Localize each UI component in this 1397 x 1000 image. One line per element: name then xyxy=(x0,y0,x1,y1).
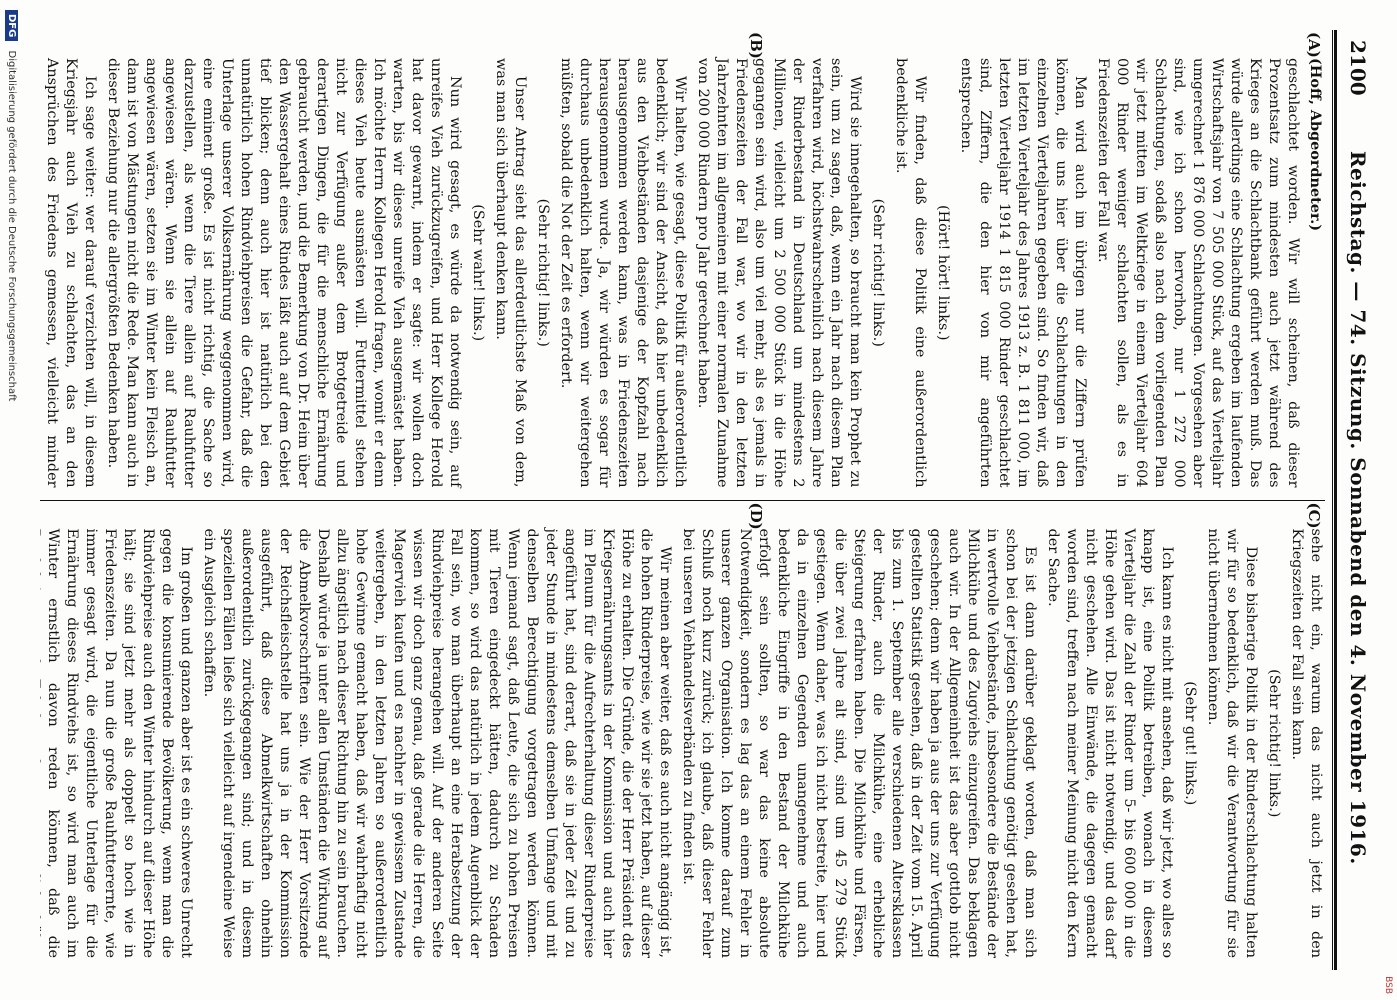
paragraph: Diese bisherige Politik in der Rinderschlachtung halten wir für so bedenklich, daß wir die Verantwortung für sie nicht übernehmen können. xyxy=(1205,528,1259,958)
header-rule-thin xyxy=(1332,30,1333,970)
speaker-label: (Hoff, Abgeordneter.) xyxy=(1307,58,1324,232)
column-left xyxy=(40,30,1325,500)
paragraph: Man wird auch im übrigen nur die Ziffern prüfen können, die uns hier über die Schlachtungen in den einzelnen Vierteljahren gegeben sind. So finden wir, daß im letzten Vierteljahr des Jahres 1913 z. B. 1 811 000, im letzten Vierteljahr 1914 1 815 000 Rinder geschlachtet sind, Ziffern, die den hier von mir angeführten entsprechen. xyxy=(958,58,1088,488)
interjection: (Sehr gut! links.) xyxy=(1182,681,1198,806)
paragraph: sehe nicht ein, warum das nicht auch jetzt in den Kriegszeiten der Fall sein kann. xyxy=(1289,528,1324,958)
paragraph: Ich kann es nicht mit ansehen, daß wir jetzt, wo alles so knapp ist, eine Politik betreiben, wonach in diesem Vierteljahr die Zahl der Rinder um 5- bis 600 000 in die Höhe gehen wird. Das ist nicht notwendig, und das darf nicht geschehen. Alle Einwände, die dagegen gemacht worden sind, treffen nach meiner Meinung nicht den Kern der Sache. xyxy=(1045,528,1175,958)
digitization-credit xyxy=(6,10,17,401)
page-title: Reichstag. — 74. Sitzung. Sonnabend den 4. November 1916. xyxy=(1346,150,1370,865)
paragraph: Nun wird gesagt, es würde da notwendig sein, auf unreifes Vieh zurückzugreifen, und Herr Kollege Herold hat davor gewarnt, indem er sagte: wir wollen doch warten, bis wir dieses unreife Vieh ausgemästet haben. Ich möchte Herrn Kollegen Herold fragen, womit er denn dieses Vieh heute ausmästen will. Futtermittel stehen nicht zur Verfügung außer dem Brotgetreide und derartigen Dingen, die für die menschliche Ernährung gebraucht werden, und die Bemerkung von Dr. Heim über den Wassergehalt eines Rindes läßt auch auf dem Gebiet tief blicken; denn auch hier ist natürlich bei den unnatürlich hohen Rindviehpreisen die Gefahr, daß die Unterlage unserer Volksernährung weggenommen wird, eine eminent große. Es ist nicht richtig, die Sache so darzustellen, als wenn die Tiere allein auf Rauhfutter angewiesen wären. Wenn sie allein auf Rauhfutter angewiesen wären, setzen sie im Winter kein Fleisch an, dann ist von Mästungen nicht die Rede. Man kann auch in dieser Beziehung nur die allergrößten Bedenken haben. xyxy=(105,58,463,488)
paragraph: Unser Antrag sieht das allerdeutlichste Maß von dem, was man sich überhaupt denken kann. xyxy=(493,58,528,488)
credit-text: Digitalisierung gefördert durch die Deutsche Forschungsgemeinschaft xyxy=(6,50,17,402)
interjection: (Sehr richtig! links.) xyxy=(535,198,551,347)
library-stamp: BSB xyxy=(1383,976,1393,994)
paragraph: Wird sie innegehalten, so braucht man kein Prophet zu sein, um zu sagen, daß, wenn ein Jahr nach diesem Plan verfahren wird, höchstwahrscheinlich nach diesem Jahre der Rinderbestand in Deutschland um mindestens 2 Millionen, vielleicht um 2 500 000 Stück in die Höhe gegangen sein wird, also um viel mehr, als es jemals in Friedenszeiten der Fall war, wo wir in den letzten Jahrzehnten im allgemeinen mit einer normalen Zunahme von 200 000 Rindern pro Jahr gerechnet haben. xyxy=(695,58,863,488)
interjection: (Hört! hört! links.) xyxy=(935,204,951,341)
paragraph: geschlachtet worden. Wir will scheinen, daß dieser Prozentsatz zum mindesten auch jetzt während des Krieges an die Schlachtbank geführt werden muß. Das würde allerdings eine Schlachtung ergeben im laufenden Wirtschaftsjahr von 7 505 000 Stück, auf das Vierteljahr umgerechnet 1 876 000 Schlachtungen. Vorgesehen aber sind, wie ich schon hervorhob, nur 1 272 000 Schlachtungen, sodaß also nach dem vorliegenden Plan wir jetzt mitten im Weltkriege in einem Vierteljahr 604 000 Rinder weniger schlachten sollen, als es in Friedenszeiten der Fall war. xyxy=(1095,58,1301,488)
text-columns xyxy=(40,30,1325,970)
paragraph: Wir meinen aber weiter, daß es auch nicht angängig ist, die hohen Rinderpreise, wie wir sie jetzt haben, auf dieser Höhe zu erhalten. Die Gründe, die der Herr Präsident des Kriegsernährungsamts in der Kommission und auch hier im Plenum für die Aufrechterhaltung dieser Rinderpreise angeführt hat, sind derart, daß sie in jeder Zeit und zu jeder Stunde in mindestens demselben Umfange und mit denselben Berechtigung vorgetragen werden können. Wenn jemand sagt, daß Leute, die sich zu hohen Preisen mit Tieren eingedeckt hätten, dadurch zu Schaden kommen, so wird das natürlich in jedem Augenblick der Fall sein, wo man überhaupt an eine Herabsetzung der Rindviehpreise herangehen will. Auf der anderen Seite wissen wir doch ganz genau, daß gerade die Herren, die Magervieh kaufen und es nachher in gewissem Zustande weitergeben, in den letzten Jahren so außerordentlich hohe Gewinne gemacht haben, daß wir wahrhaftig nicht allzu ängstlich nach dieser Richtung hin zu sein brauchen. Deshalb würde ja unter allen Umständen die Wirkung auf die Abmelkvorschriften sein. Wie der Herr Vorsitzende der Reichsfleischstelle hat uns ja in der Kommission ausgeführt, daß diese Abmelkwirtschaften ohnehin außerordentlich zurückgegangen sind; und in diesem speziellen Fällen ließe sich vielleicht auf irgendeine Weise ein Ausgleich schaffen. xyxy=(201,528,673,958)
header-rule xyxy=(1334,30,1337,970)
paragraph: Es ist dann darüber geklagt worden, daß man sich schon bei der jetzigen Schlachtung genötigt gesehen hat, in wertvolle Viehbestände, insbesondere die Bestände der Milchkühe und des Zugviehs einzugreifen. Das beklagen auch wir. In der Allgemeinheit ist das aber gottlob nicht geschehen; denn wir haben ja aus der uns zur Verfügung gestellten Statistik gesehen, daß in der Zeit vom 15. April bis zum 1. September alle verschiedenen Altersklassen der Rinder, auch die Milchkühe, eine erhebliche Steigerung erfahren haben. Die Milchkühe und Färsen, die über zwei Jahre alt sind, sind um 45 279 Stück gestiegen. Wenn daher, was ich nicht bestreite, hier und da in einzelnen Gegenden unangenehme und auch bedenkliche Eingriffe in den Bestand der Milchkühe erfolgt sein sollten, so war das keine absolute Notwendigkeit, sondern es lag das an einem Fehler in unserer ganzen Organisation. Ich komme darauf zum Schluß noch kurz zurück; ich glaube, daß dieser Fehler bei unseren Viehhandelsverbänden zu finden ist. xyxy=(680,528,1038,958)
interjection: (Sehr wahr! links.) xyxy=(470,204,486,342)
margin-marker-b: (B) xyxy=(747,32,765,59)
paragraph: Wir finden, daß diese Politik eine außerordentlich bedenkliche ist. xyxy=(893,58,928,488)
margin-marker-c: (C) xyxy=(1305,502,1323,529)
dfg-logo: DFG xyxy=(5,10,18,41)
paragraph: Im großen und ganzen aber ist es ein schweres Unrecht gegen die konsumierende Bevölkerung, wenn man die Rindviehpreise auch den Winter hindurch auf dieser Höhe hält; sie sind jetzt mehr als doppelt so hoch wie in Friedenszeiten. Da nun die große Rauhfutterernte, wie immer gesagt wird, die eigentliche Unterlage für die Ernährung dieses Rindviehs ist, so wird man auch im Winter ernstlich davon reden können, daß die Produktions- und Erhaltungskosten wesentlich höher xyxy=(40,528,194,958)
column-right xyxy=(40,500,1325,971)
margin-marker-a: (A) xyxy=(1305,32,1323,58)
page-number: 2100 xyxy=(1346,40,1370,96)
margin-marker-d: (D) xyxy=(747,502,765,530)
paragraph: Wir halten, wie gesagt, diese Politik für außerordentlich bedenklich; wir sind der Ansicht, daß hier unbedenklich aus den Viehbeständen dasjenige der Kopfzahl nach herausgenommen werden kann, was in Friedenszeiten herausgenommen wurde. Ja, wir würden es sogar für durchaus unbedenklich halten, wenn wir weitergehen müßten, sobald die Not der Zeit es erfordert. xyxy=(558,58,688,488)
page-header xyxy=(1341,40,1375,960)
paragraph: Ich sage weiter: wer darauf verzichten will, in diesem Kriegsjahr auch Vieh zu schlachten, das an den Ansprüchen des Friedens gemessen, vielleicht minder xyxy=(44,58,98,488)
interjection: (Sehr richtig! links.) xyxy=(1266,669,1282,818)
interjection: (Sehr richtig! links.) xyxy=(870,198,886,347)
